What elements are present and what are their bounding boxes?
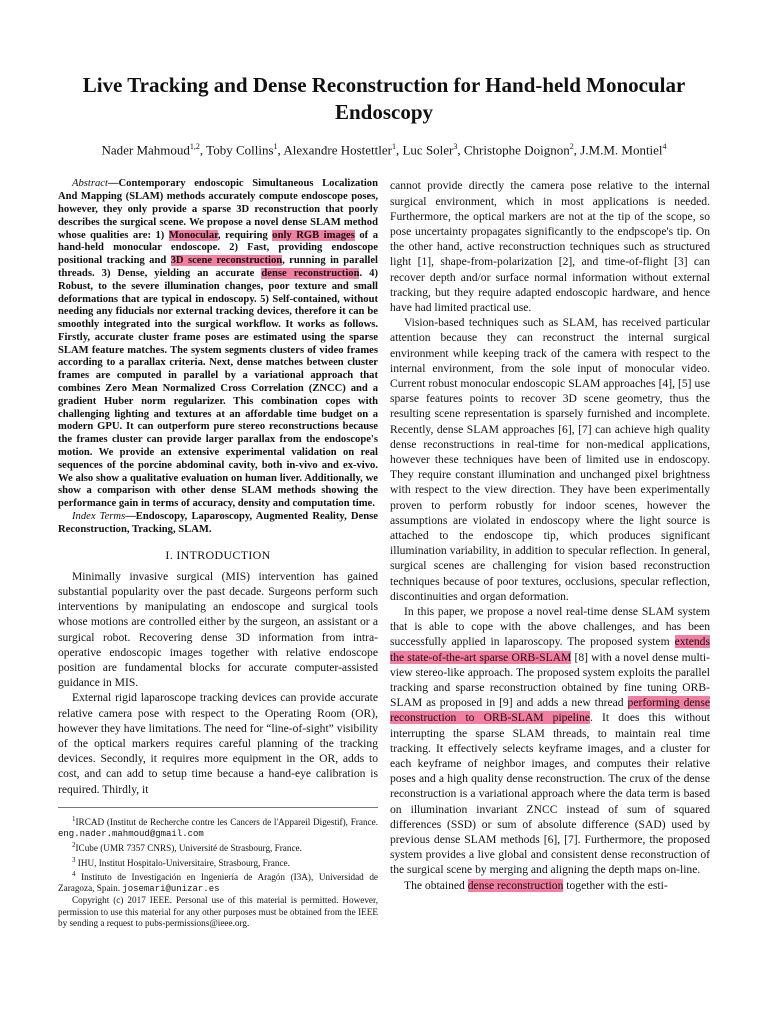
highlight: only RGB images — [272, 229, 355, 241]
footnote-text: ICube (UMR 7357 CNRS), Université de Strasbourg, France. — [75, 843, 302, 854]
body-text: [8] with a novel dense multi-view stereo-like approach. The proposed system exploits the parallel tracking and sparse reconstruction obtained by fine tuning ORB-SLAM as proposed in [9] and adds a new thread — [390, 650, 710, 710]
author-affiliation: 4 — [662, 142, 667, 151]
body-text: together with the esti- — [563, 878, 668, 892]
author-affiliation: 1 — [273, 142, 278, 151]
footnote-marker: 2 — [72, 841, 76, 850]
left-column — [58, 178, 378, 929]
footnote-text: IRCAD (Institut de Recherche contre les Cancers de l'Appareil Digestif), France. — [75, 816, 378, 827]
author-affiliation: 1,2 — [189, 142, 200, 151]
author-list: Nader Mahmoud$^{1,2}$, Toby Collins$^1$, Alexandre Hostettler$^1$, Luc Soler$^3$, Christophe Doignon$^2$, J.M.M. Montiel$^4$ — [101, 142, 667, 158]
abstract-text: , running in parallel threads. 3) Dense, yielding an accurate — [58, 255, 378, 279]
abstract — [58, 178, 378, 511]
body-paragraph: External rigid laparoscope tracking devices can provide accurate relative camera pose with respect to the Operating Room (OR), however they have limitations. The need for “line-of-sight” visibility of the optical markers requires careful planning of the tracking devices. Secondly, it requires more equipment in the OR, adds to cost, and can add to setup time because a hand-eye calibration is required. Thirdly, it — [58, 691, 378, 796]
abstract-text: , requiring — [217, 229, 273, 241]
body-paragraph — [390, 878, 710, 893]
email-link[interactable]: eng.nader.mahmoud@gmail.com — [58, 829, 204, 840]
email-link[interactable]: josemari@unizar.es — [122, 884, 220, 895]
highlight: dense reconstruction — [261, 267, 360, 279]
footnote — [58, 840, 378, 854]
abstract-dash: — — [107, 178, 119, 190]
two-column-body — [58, 178, 710, 929]
footnote — [58, 869, 378, 895]
body-text: In this paper, we propose a novel real-time dense SLAM system that is able to cope with the above challenges, and has been successfully applied in laparoscopy. The proposed system — [390, 605, 710, 649]
abstract-text: of a hand-held monocular endoscope. 2) Fast, providing endoscope positional tracking and — [58, 229, 378, 267]
abstract-text: Contemporary endoscopic Simultaneous Localization And Mapping (SLAM) methods accurately compute endoscope poses, however, they only provide a sparse 3D reconstruction that poorly describes the surgical scene. We propose a novel dense SLAM method whose qualities are: 1) — [58, 178, 378, 241]
footnote-text: IHU, Institut Hospitalo-Universitaire, Strasbourg, France. — [77, 857, 290, 868]
index-terms-text: Endoscopy, Laparoscopy, Augmented Reality, Dense Reconstruction, Tracking, SLAM. — [58, 511, 378, 535]
body-paragraph: Vision-based techniques such as SLAM, has received particular attention because they can reconstruct the internal surgical environment while keeping track of the camera with respect to the internal environment, from the sole input of monocular video. Current robust monocular endoscopic SLAM approaches [4], [5] use sparse features points to recover 3D scene geometry, thus the resulting scene representation is sparsely furnished and incomplete. Recently, dense SLAM approaches [6], [7] can achieve high quality dense reconstructions in real-time for non-medical applications, however these techniques have been of limited use in endoscopy. They require constant illumination and unchanged pixel brightness with respect to the view direction. They have been experimentally proven to perform robustly for indoor scenes, however the assumptions are violated in endoscopy where the light source is attached to the endoscope tip, which produces significant illumination variability, in addition to specular reflection. In general, surgical scenes are challenging for vision based reconstruction techniques because of poor textures, occlusions, specular reflection, discontinuities and organ deformation. — [390, 316, 710, 603]
abstract-label: Abstract — [72, 178, 108, 190]
body-paragraph: Minimally invasive surgical (MIS) intervention has gained substantial popularity over the past decade. Surgeons perform such interventions by manipulating an endoscope and surgical tools whose motions are controlled either by the surgeon, an assistant or a surgical robot. Recovering dense 3D information from intra-operative endoscopic images together with relative endoscope position are fundamental blocks for accurate computer-assisted guidance in MIS. — [58, 569, 378, 690]
author-affiliation: 3 — [453, 142, 458, 151]
author-name: Alexandre Hostettler — [283, 142, 392, 158]
author-affiliation: 2 — [569, 142, 574, 151]
body-paragraph: cannot provide directly the camera pose relative to the internal surgical environment, which in most applications is needed. Furthermore, the optical markers are not at the tip of the scope, so pose uncertainty propagates significantly to the endpscope's tip. On the other hand, active reconstruction techniques such as structured light [1], shape-from-polarization [2], and time-of-flight [3] can recover depth and/or surface normal information without external tracking, but they require adapted endoscopic hardware, and hence have had limited practical use. — [390, 179, 710, 314]
body-text: . It does this without interrupting the sparse SLAM threads, to maintain real time tracking. It effectively selects keyframe images, and a cluster for each keyframe of neighbor images, and computes their relative poses and a high quality dense reconstruction. The crux of the dense reconstruction is a variational approach where the data term is based on illumination invariant ZNCC instead of sum of squared differences (SSD) or sum of absolute difference (SAD) used by previous dense SLAM methods [6], [7]. Furthermore, the proposed system provides a live global and consistent dense reconstruction of the surgical scene by merging and aligning the depth maps on-line. — [390, 711, 710, 877]
body-paragraph — [390, 604, 710, 878]
author-name: Nader Mahmoud — [101, 142, 190, 158]
author-name: J.M.M. Montiel — [580, 142, 663, 158]
footnote-marker: 1 — [72, 814, 76, 823]
body-text: The obtained — [404, 878, 468, 892]
highlight: 3D scene reconstruction — [170, 255, 283, 267]
abstract-text: . 4) Robust, to the severe illumination changes, poor texture and small deformations that are typical in endoscopy. 5) Self-contained, without needing any fiducials nor external tracking devices, therefore it can be smoothly integrated into the surgical workflow. It works as follows. Firstly, accurate cluster frame poses are estimated using the sparse SLAM feature matches. The system segments clusters of video frames according to a parallax criteria. Next, dense matches between cluster frames are computed in parallel by a variational approach that combines Zero Mean Normalized Cross Correlation (ZNCC) and a gradient Huber norm regularizer. This combination copes with challenging lighting and textures at an affordable time budget on a modern GPU. It can outperform pure stereo reconstructions because the frames cluster can provide larger parallax from the endoscope's motion. We provide an extensive experimental validation on real sequences of the porcine abdominal cavity, both in-vivo and ex-vivo. We also show a qualitative evaluation on human liver. Additionally, we show a comparison with other dense SLAM methods showing the performance gain in terms of accuracy, density and computation time. — [58, 267, 378, 510]
right-column — [390, 178, 710, 929]
index-terms — [58, 511, 378, 537]
section-heading: I. INTRODUCTION — [165, 547, 271, 562]
author-affiliation: 1 — [391, 142, 396, 151]
highlight: Monocular — [168, 229, 218, 241]
footnote-text: Instituto de Investigación en Ingeniería de Aragón (I3A), Universidad de Zaragoza, Spain. — [58, 871, 379, 894]
author-name: Luc Soler — [402, 142, 454, 158]
author-name: Christophe Doignon — [463, 142, 570, 158]
paper-title: Live Tracking and Dense Reconstruction for Hand-held Monocular Endoscopy — [82, 73, 686, 124]
highlight: performing dense reconstruction to ORB-SLAM pipeline — [390, 696, 711, 725]
footnotes — [58, 807, 378, 929]
footnote-marker: 4 — [72, 869, 76, 878]
copyright-notice: Copyright (c) 2017 IEEE. Personal use of this material is permitted. However, permission to use this material for any other purposes must be obtained from the IEEE by sending a request to pubs-permissions@ieee.org. — [58, 895, 378, 928]
footnote — [58, 855, 378, 869]
highlight: extends the state-of-the-art sparse ORB-SLAM — [390, 635, 710, 664]
index-terms-dash: — — [125, 511, 136, 523]
author-name: Toby Collins — [206, 142, 274, 158]
highlight: dense reconstruction — [467, 878, 564, 892]
footnote-marker: 3 — [72, 855, 76, 864]
footnote — [58, 814, 378, 840]
index-terms-label: Index Terms — [72, 511, 126, 523]
